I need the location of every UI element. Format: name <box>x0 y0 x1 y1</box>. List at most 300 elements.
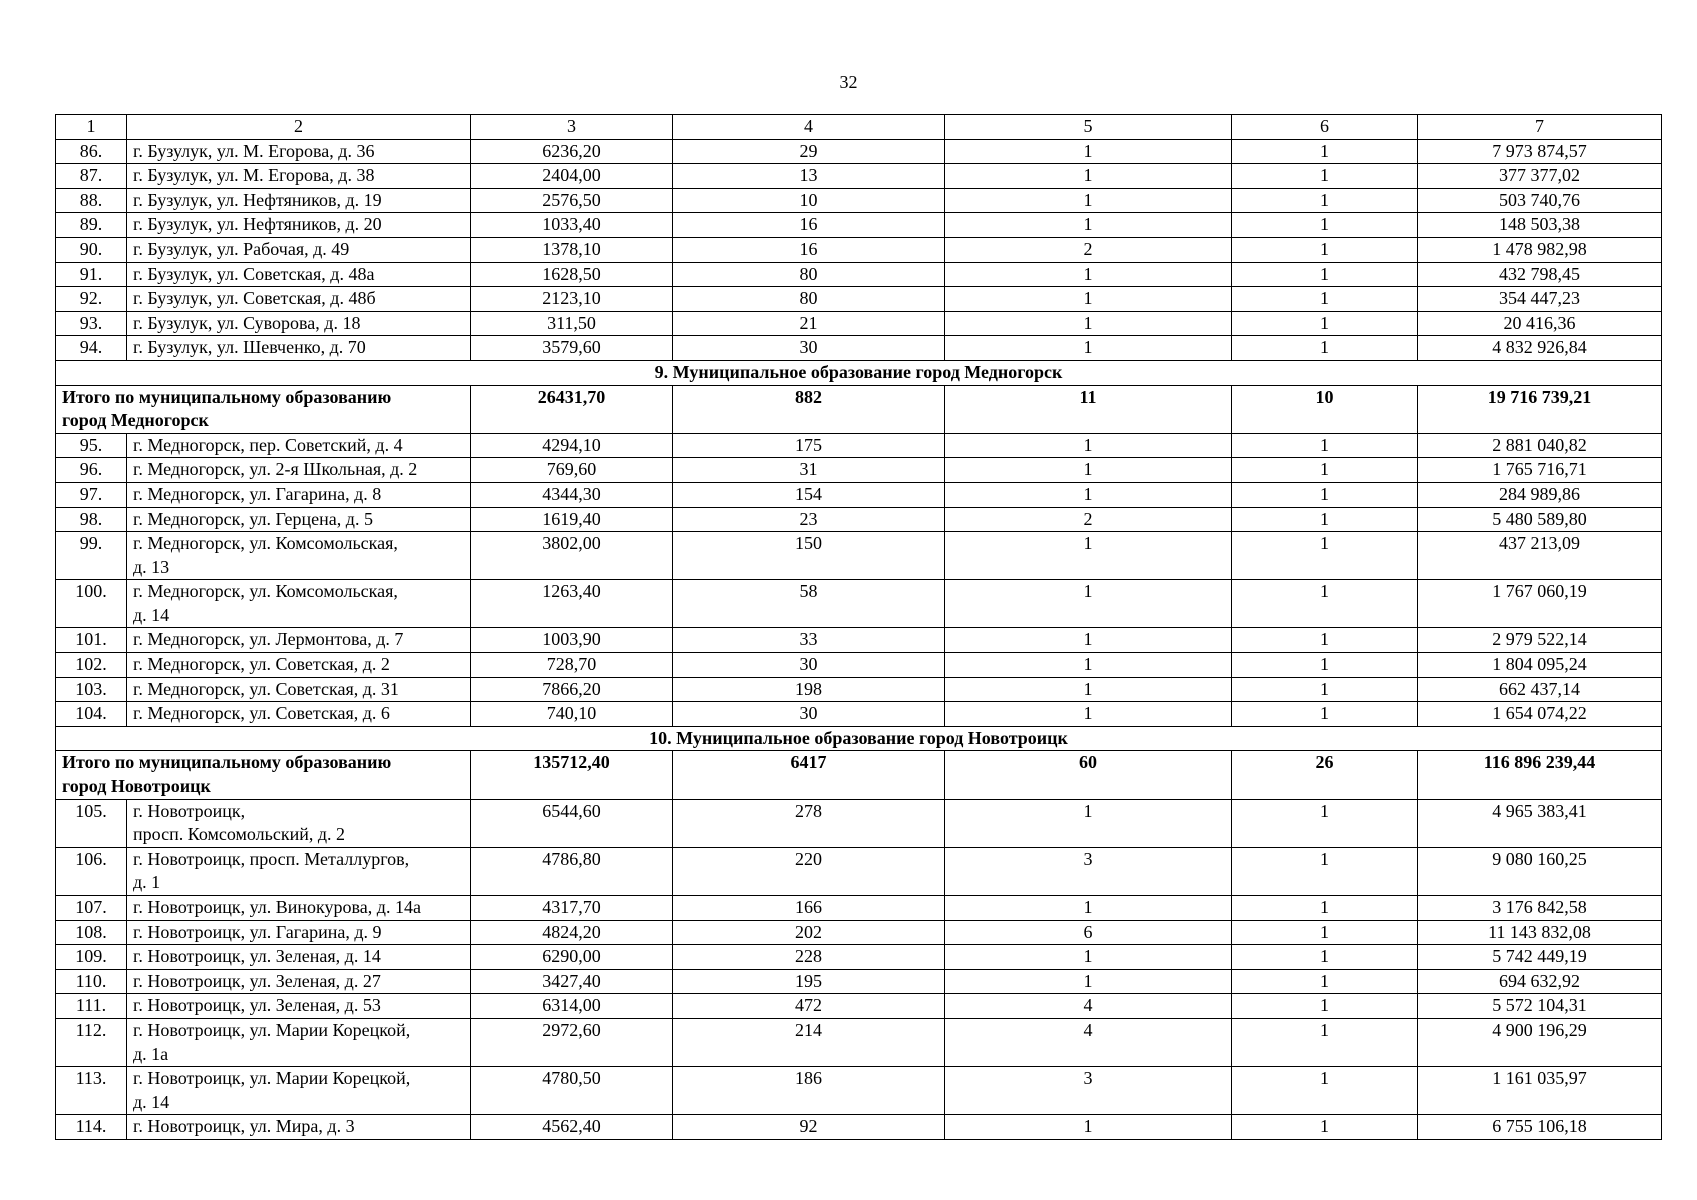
value-c7: 432 798,45 <box>1418 262 1662 287</box>
value-c3: 3802,00 <box>471 532 673 580</box>
value-c4: 220 <box>673 847 945 895</box>
row-number: 86. <box>56 139 127 164</box>
address <box>127 702 471 727</box>
address <box>127 628 471 653</box>
value-c3: 4786,80 <box>471 847 673 895</box>
row-number: 98. <box>56 507 127 532</box>
value-c5: 3 <box>945 1067 1232 1115</box>
value-c4: 92 <box>673 1115 945 1140</box>
column-header: 4 <box>673 115 945 140</box>
address-line: г. Новотроицк, ул. Гагарина, д. 9 <box>133 921 382 942</box>
address <box>127 945 471 970</box>
total-c3: 26431,70 <box>471 385 673 433</box>
address <box>127 532 471 580</box>
value-c7: 4 900 196,29 <box>1418 1018 1662 1066</box>
address-line: г. Бузулук, ул. Советская, д. 48а <box>133 263 375 284</box>
table-row <box>56 969 1662 994</box>
address-line: г. Новотроицк, ул. Винокурова, д. 14а <box>133 897 421 917</box>
address <box>127 262 471 287</box>
address-line: г. Бузулук, ул. Нефтяников, д. 20 <box>133 214 382 235</box>
header-row <box>56 115 1662 140</box>
value-c6: 1 <box>1232 994 1418 1019</box>
table-row <box>56 507 1662 532</box>
address <box>127 188 471 213</box>
column-header: 7 <box>1418 115 1662 140</box>
value-c6: 1 <box>1232 213 1418 238</box>
value-c7: 3 176 842,58 <box>1418 896 1662 921</box>
value-c5: 1 <box>945 139 1232 164</box>
value-c6: 1 <box>1232 896 1418 921</box>
table-row <box>56 139 1662 164</box>
address <box>127 799 471 847</box>
row-number: 104. <box>56 702 127 727</box>
table-body <box>56 115 1662 1140</box>
value-c6: 1 <box>1232 507 1418 532</box>
address-line: г. Медногорск, ул. Комсомольская, <box>133 581 398 602</box>
address-line: г. Новотроицк, ул. Мира, д. 3 <box>133 1116 355 1137</box>
value-c7: 148 503,38 <box>1418 213 1662 238</box>
address-line: г. Медногорск, ул. Советская, д. 31 <box>133 678 399 699</box>
table-row <box>56 847 1662 895</box>
table-row <box>56 1067 1662 1115</box>
address-line: д. 14 <box>133 604 170 625</box>
value-c5: 1 <box>945 896 1232 921</box>
value-c7: 5 480 589,80 <box>1418 507 1662 532</box>
row-number: 101. <box>56 628 127 653</box>
total-label-line: город Новотроицк <box>62 776 211 797</box>
value-c4: 30 <box>673 336 945 361</box>
value-c7: 7 973 874,57 <box>1418 139 1662 164</box>
address <box>127 482 471 507</box>
value-c6: 1 <box>1232 1115 1418 1140</box>
value-c4: 198 <box>673 677 945 702</box>
address <box>127 920 471 945</box>
address <box>127 433 471 458</box>
table-row <box>56 336 1662 361</box>
value-c3: 1033,40 <box>471 213 673 238</box>
column-header: 5 <box>945 115 1232 140</box>
row-number: 107. <box>56 896 127 921</box>
value-c6: 1 <box>1232 1018 1418 1066</box>
value-c6: 1 <box>1232 188 1418 213</box>
row-number: 93. <box>56 311 127 336</box>
value-c5: 1 <box>945 532 1232 580</box>
total-c5: 60 <box>945 751 1232 799</box>
value-c7: 437 213,09 <box>1418 532 1662 580</box>
value-c3: 2123,10 <box>471 287 673 312</box>
value-c6: 1 <box>1232 287 1418 312</box>
address-line: г. Новотроицк, ул. Марии Корецкой, <box>133 1068 411 1089</box>
address <box>127 1067 471 1115</box>
value-c5: 1 <box>945 336 1232 361</box>
value-c7: 377 377,02 <box>1418 164 1662 189</box>
value-c6: 1 <box>1232 433 1418 458</box>
value-c3: 1003,90 <box>471 628 673 653</box>
row-number: 100. <box>56 580 127 628</box>
value-c7: 1 804 095,24 <box>1418 653 1662 678</box>
value-c4: 80 <box>673 287 945 312</box>
value-c6: 1 <box>1232 458 1418 483</box>
value-c3: 4317,70 <box>471 896 673 921</box>
value-c4: 166 <box>673 896 945 921</box>
value-c6: 1 <box>1232 653 1418 678</box>
address-line: г. Медногорск, пер. Советский, д. 4 <box>133 434 403 455</box>
total-c5: 11 <box>945 385 1232 433</box>
value-c5: 1 <box>945 213 1232 238</box>
table-row <box>56 677 1662 702</box>
row-number: 111. <box>56 994 127 1019</box>
total-label <box>56 385 471 433</box>
value-c4: 278 <box>673 799 945 847</box>
address <box>127 213 471 238</box>
table-row <box>56 896 1662 921</box>
address-line: д. 1 <box>133 872 161 893</box>
value-c5: 4 <box>945 1018 1232 1066</box>
value-c4: 10 <box>673 188 945 213</box>
address <box>127 1018 471 1066</box>
address <box>127 994 471 1019</box>
value-c5: 1 <box>945 677 1232 702</box>
value-c7: 5 572 104,31 <box>1418 994 1662 1019</box>
address-line: г. Бузулук, ул. Нефтяников, д. 19 <box>133 189 382 210</box>
value-c7: 11 143 832,08 <box>1418 920 1662 945</box>
value-c5: 1 <box>945 1115 1232 1140</box>
table-row <box>56 164 1662 189</box>
value-c3: 2972,60 <box>471 1018 673 1066</box>
value-c3: 4562,40 <box>471 1115 673 1140</box>
value-c5: 1 <box>945 653 1232 678</box>
total-c4: 882 <box>673 385 945 433</box>
table-row <box>56 580 1662 628</box>
row-number: 110. <box>56 969 127 994</box>
value-c7: 4 965 383,41 <box>1418 799 1662 847</box>
value-c7: 2 979 522,14 <box>1418 628 1662 653</box>
value-c5: 1 <box>945 458 1232 483</box>
value-c3: 3427,40 <box>471 969 673 994</box>
value-c6: 1 <box>1232 847 1418 895</box>
total-label-line: Итого по муниципальному образованию <box>62 386 392 407</box>
address-line: г. Бузулук, ул. М. Егорова, д. 38 <box>133 165 375 186</box>
value-c6: 1 <box>1232 702 1418 727</box>
value-c4: 16 <box>673 237 945 262</box>
table-row <box>56 237 1662 262</box>
value-c3: 1378,10 <box>471 237 673 262</box>
table-row <box>56 311 1662 336</box>
column-header: 1 <box>56 115 127 140</box>
value-c5: 3 <box>945 847 1232 895</box>
section-heading-row <box>56 360 1662 385</box>
address <box>127 969 471 994</box>
value-c4: 186 <box>673 1067 945 1115</box>
address-line: г. Медногорск, ул. Герцена, д. 5 <box>133 508 373 529</box>
value-c3: 740,10 <box>471 702 673 727</box>
value-c6: 1 <box>1232 482 1418 507</box>
row-number: 105. <box>56 799 127 847</box>
value-c4: 13 <box>673 164 945 189</box>
total-c3: 135712,40 <box>471 751 673 799</box>
value-c6: 1 <box>1232 799 1418 847</box>
value-c6: 1 <box>1232 628 1418 653</box>
row-number: 89. <box>56 213 127 238</box>
address-line: д. 1а <box>133 1043 169 1064</box>
address <box>127 336 471 361</box>
total-label-line: город Медногорск <box>62 410 209 431</box>
value-c7: 6 755 106,18 <box>1418 1115 1662 1140</box>
value-c5: 1 <box>945 969 1232 994</box>
address-line: г. Новотроицк, ул. Марии Корецкой, <box>133 1019 411 1040</box>
value-c3: 2404,00 <box>471 164 673 189</box>
value-c4: 23 <box>673 507 945 532</box>
value-c5: 4 <box>945 994 1232 1019</box>
value-c7: 694 632,92 <box>1418 969 1662 994</box>
row-number: 92. <box>56 287 127 312</box>
column-header: 2 <box>127 115 471 140</box>
value-c5: 1 <box>945 188 1232 213</box>
value-c6: 1 <box>1232 237 1418 262</box>
row-number: 103. <box>56 677 127 702</box>
table-row <box>56 1018 1662 1066</box>
row-number: 108. <box>56 920 127 945</box>
row-number: 97. <box>56 482 127 507</box>
table-row <box>56 653 1662 678</box>
table-row <box>56 287 1662 312</box>
address-line: г. Медногорск, ул. Гагарина, д. 8 <box>133 483 382 504</box>
address-line: г. Новотроицк, <box>133 800 246 821</box>
value-c5: 1 <box>945 799 1232 847</box>
value-c4: 33 <box>673 628 945 653</box>
section-heading-row <box>56 726 1662 751</box>
table-row <box>56 213 1662 238</box>
value-c4: 31 <box>673 458 945 483</box>
value-c7: 503 740,76 <box>1418 188 1662 213</box>
total-row <box>56 385 1662 433</box>
row-number: 87. <box>56 164 127 189</box>
row-number: 102. <box>56 653 127 678</box>
address-line: д. 14 <box>133 1091 170 1112</box>
address <box>127 1115 471 1140</box>
value-c4: 30 <box>673 653 945 678</box>
value-c5: 1 <box>945 311 1232 336</box>
value-c7: 20 416,36 <box>1418 311 1662 336</box>
row-number: 113. <box>56 1067 127 1115</box>
value-c3: 1619,40 <box>471 507 673 532</box>
address-line: просп. Комсомольский, д. 2 <box>133 824 346 845</box>
row-number: 88. <box>56 188 127 213</box>
value-c7: 1 767 060,19 <box>1418 580 1662 628</box>
value-c7: 1 478 982,98 <box>1418 237 1662 262</box>
address <box>127 507 471 532</box>
table-row <box>56 433 1662 458</box>
value-c5: 1 <box>945 702 1232 727</box>
table-row <box>56 994 1662 1019</box>
value-c6: 1 <box>1232 532 1418 580</box>
value-c3: 728,70 <box>471 653 673 678</box>
value-c4: 150 <box>673 532 945 580</box>
address-line: г. Новотроицк, просп. Металлургов, <box>133 848 410 869</box>
row-number: 91. <box>56 262 127 287</box>
value-c7: 1 161 035,97 <box>1418 1067 1662 1115</box>
address-line: г. Медногорск, ул. Советская, д. 2 <box>133 654 390 675</box>
row-number: 112. <box>56 1018 127 1066</box>
value-c7: 284 989,86 <box>1418 482 1662 507</box>
value-c6: 1 <box>1232 336 1418 361</box>
table-row <box>56 532 1662 580</box>
table-row <box>56 482 1662 507</box>
row-number: 90. <box>56 237 127 262</box>
value-c5: 1 <box>945 164 1232 189</box>
address-line: г. Медногорск, ул. Лермонтова, д. 7 <box>133 629 404 650</box>
row-number: 109. <box>56 945 127 970</box>
row-number: 96. <box>56 458 127 483</box>
value-c3: 6290,00 <box>471 945 673 970</box>
value-c6: 1 <box>1232 164 1418 189</box>
address <box>127 677 471 702</box>
address-line: г. Бузулук, ул. Советская, д. 48б <box>133 288 376 309</box>
address <box>127 653 471 678</box>
total-c6: 26 <box>1232 751 1418 799</box>
total-c4: 6417 <box>673 751 945 799</box>
address-line: г. Новотроицк, ул. Зеленая, д. 14 <box>133 946 381 967</box>
value-c3: 6544,60 <box>471 799 673 847</box>
address-line: г. Медногорск, ул. 2-я Школьная, д. 2 <box>133 459 418 480</box>
value-c4: 80 <box>673 262 945 287</box>
address <box>127 458 471 483</box>
value-c3: 3579,60 <box>471 336 673 361</box>
row-number: 106. <box>56 847 127 895</box>
value-c3: 1628,50 <box>471 262 673 287</box>
address-line: г. Новотроицк, ул. Зеленая, д. 27 <box>133 970 381 991</box>
value-c4: 30 <box>673 702 945 727</box>
address <box>127 237 471 262</box>
total-label-line: Итого по муниципальному образованию <box>62 752 392 773</box>
value-c5: 1 <box>945 945 1232 970</box>
row-number: 95. <box>56 433 127 458</box>
value-c6: 1 <box>1232 262 1418 287</box>
value-c3: 6314,00 <box>471 994 673 1019</box>
value-c4: 228 <box>673 945 945 970</box>
address-line: д. 13 <box>133 556 170 577</box>
value-c4: 58 <box>673 580 945 628</box>
housing-register-table <box>55 114 1662 1140</box>
table-row <box>56 188 1662 213</box>
value-c7: 2 881 040,82 <box>1418 433 1662 458</box>
address-line: г. Бузулук, ул. М. Егорова, д. 36 <box>133 140 375 161</box>
value-c7: 5 742 449,19 <box>1418 945 1662 970</box>
value-c4: 214 <box>673 1018 945 1066</box>
value-c5: 1 <box>945 433 1232 458</box>
table-row <box>56 799 1662 847</box>
address <box>127 896 471 921</box>
page-number: 32 <box>839 72 858 92</box>
value-c5: 6 <box>945 920 1232 945</box>
value-c6: 1 <box>1232 969 1418 994</box>
value-c6: 1 <box>1232 139 1418 164</box>
table-row <box>56 945 1662 970</box>
value-c5: 1 <box>945 580 1232 628</box>
row-number: 99. <box>56 532 127 580</box>
address <box>127 311 471 336</box>
address <box>127 580 471 628</box>
address <box>127 139 471 164</box>
value-c7: 1 654 074,22 <box>1418 702 1662 727</box>
table-row <box>56 1115 1662 1140</box>
value-c4: 154 <box>673 482 945 507</box>
address-line: г. Новотроицк, ул. Зеленая, д. 53 <box>133 995 381 1016</box>
table-row <box>56 702 1662 727</box>
row-number: 114. <box>56 1115 127 1140</box>
value-c3: 2576,50 <box>471 188 673 213</box>
address <box>127 164 471 189</box>
value-c5: 2 <box>945 507 1232 532</box>
value-c6: 1 <box>1232 311 1418 336</box>
value-c3: 4344,30 <box>471 482 673 507</box>
column-header: 6 <box>1232 115 1418 140</box>
value-c4: 472 <box>673 994 945 1019</box>
address <box>127 287 471 312</box>
total-c6: 10 <box>1232 385 1418 433</box>
total-c7: 116 896 239,44 <box>1418 751 1662 799</box>
value-c7: 9 080 160,25 <box>1418 847 1662 895</box>
address <box>127 847 471 895</box>
value-c5: 1 <box>945 628 1232 653</box>
column-header: 3 <box>471 115 673 140</box>
value-c3: 1263,40 <box>471 580 673 628</box>
value-c4: 29 <box>673 139 945 164</box>
value-c3: 4780,50 <box>471 1067 673 1115</box>
row-number: 94. <box>56 336 127 361</box>
value-c4: 21 <box>673 311 945 336</box>
value-c3: 769,60 <box>471 458 673 483</box>
table-row <box>56 458 1662 483</box>
value-c7: 354 447,23 <box>1418 287 1662 312</box>
value-c3: 7866,20 <box>471 677 673 702</box>
value-c4: 195 <box>673 969 945 994</box>
value-c7: 1 765 716,71 <box>1418 458 1662 483</box>
value-c4: 175 <box>673 433 945 458</box>
value-c4: 202 <box>673 920 945 945</box>
value-c3: 4824,20 <box>471 920 673 945</box>
total-label <box>56 751 471 799</box>
address-line: г. Медногорск, ул. Комсомольская, <box>133 533 398 554</box>
value-c7: 662 437,14 <box>1418 677 1662 702</box>
address-line: г. Бузулук, ул. Рабочая, д. 49 <box>133 238 350 259</box>
table-row <box>56 920 1662 945</box>
value-c3: 311,50 <box>471 311 673 336</box>
value-c6: 1 <box>1232 580 1418 628</box>
value-c5: 2 <box>945 237 1232 262</box>
value-c6: 1 <box>1232 1067 1418 1115</box>
value-c5: 1 <box>945 482 1232 507</box>
value-c3: 6236,20 <box>471 139 673 164</box>
address-line: г. Бузулук, ул. Шевченко, д. 70 <box>133 337 366 358</box>
value-c6: 1 <box>1232 677 1418 702</box>
total-row <box>56 751 1662 799</box>
total-c7: 19 716 739,21 <box>1418 385 1662 433</box>
section-heading: 10. Муниципальное образование город Новотроицк <box>56 726 1662 751</box>
table-row <box>56 628 1662 653</box>
address-line: г. Медногорск, ул. Советская, д. 6 <box>133 703 390 724</box>
table-row <box>56 262 1662 287</box>
value-c6: 1 <box>1232 945 1418 970</box>
value-c6: 1 <box>1232 920 1418 945</box>
value-c5: 1 <box>945 287 1232 312</box>
address-line: г. Бузулук, ул. Суворова, д. 18 <box>133 312 361 333</box>
value-c7: 4 832 926,84 <box>1418 336 1662 361</box>
value-c5: 1 <box>945 262 1232 287</box>
value-c4: 16 <box>673 213 945 238</box>
section-heading: 9. Муниципальное образование город Медногорск <box>56 360 1662 385</box>
value-c3: 4294,10 <box>471 433 673 458</box>
